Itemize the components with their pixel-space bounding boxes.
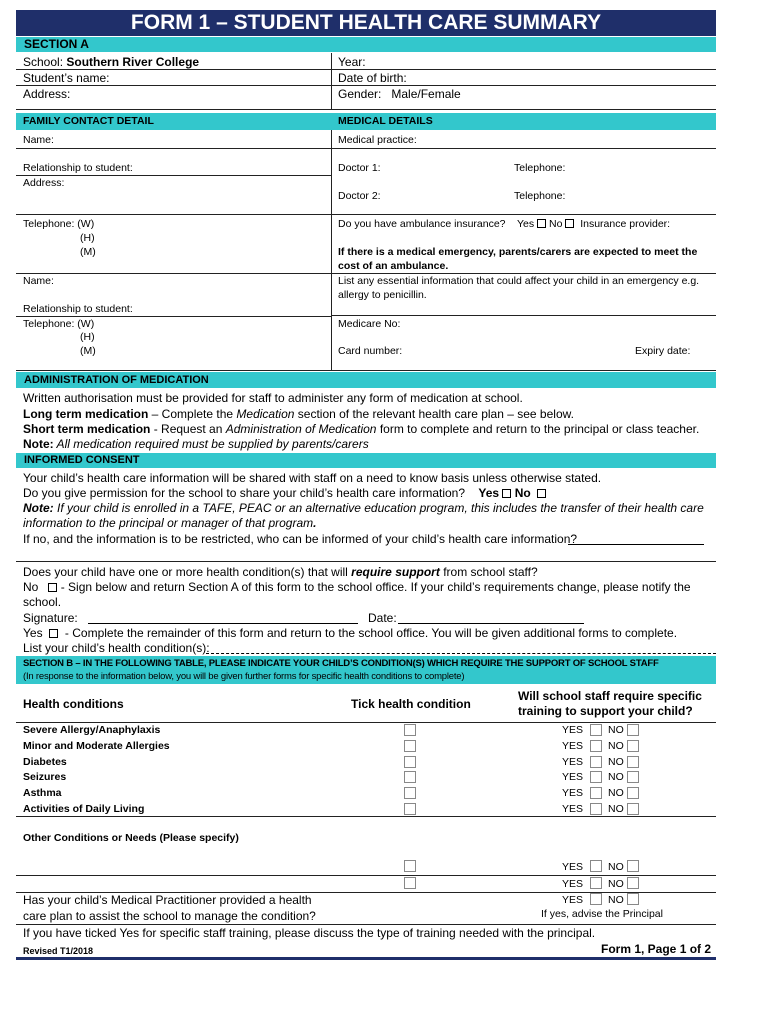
ambulance-no-checkbox[interactable]: [565, 219, 574, 228]
no-option: [23, 580, 691, 594]
condition-yes-label: YES: [562, 740, 584, 752]
yes-option-text: - Complete the remainder of this form and return to the school office. You will be given additional forms to complete.: [61, 626, 678, 640]
doctor-2-field[interactable]: Doctor 2:: [338, 190, 381, 202]
other-yes-label-1: YES: [562, 861, 584, 873]
ambulance-yes-checkbox[interactable]: [537, 219, 546, 228]
col-health-conditions: Health conditions: [23, 697, 124, 711]
other-yes-box-1[interactable]: [590, 860, 602, 872]
page-number: Form 1, Page 1 of 2: [601, 942, 712, 956]
contact-name-2[interactable]: Name:: [23, 275, 54, 287]
doctor-1-telephone[interactable]: Telephone:: [514, 162, 566, 174]
condition-yes-label: YES: [562, 803, 584, 815]
contact-telephone-m-2[interactable]: (M): [80, 345, 96, 357]
consent-note-end: .: [313, 516, 317, 530]
section-b-heading: SECTION B – IN THE FOLLOWING TABLE, PLEASE INDICATE YOUR CHILD’S CONDITION(S) WHICH REQUIRE THE SUPPORT OF SCHOOL STAFF: [23, 658, 659, 669]
condition-tick-box[interactable]: [404, 771, 416, 783]
section-a-heading: SECTION A: [16, 37, 716, 52]
condition-label: Minor and Moderate Allergies: [23, 740, 170, 752]
col-training-line1: Will school staff require specific: [518, 689, 702, 703]
condition-no-box[interactable]: [627, 787, 639, 799]
condition-no-label: NO: [608, 771, 624, 783]
no-option-text: - Sign below and return Section A of this form to the school office. If your child’s requirements change, please notify the: [57, 580, 691, 594]
require-no-checkbox[interactable]: [48, 583, 57, 592]
school-value: Southern River College: [66, 55, 200, 69]
consent-permission: [23, 486, 546, 500]
emergency-note-line2: cost of an ambulance.: [338, 260, 449, 272]
long-term-medication: [23, 407, 574, 421]
restrict-answer-line[interactable]: [568, 544, 704, 545]
contact-telephone-m-1[interactable]: (M): [80, 246, 96, 258]
contact-telephone-h-2[interactable]: (H): [80, 331, 95, 343]
training-note: If you have ticked Yes for specific staff training, please discuss the type of training needed with the principal.: [23, 926, 596, 940]
ambulance-no-label: No: [549, 218, 563, 230]
condition-no-label: NO: [608, 740, 624, 752]
admin-note-label: Note:: [23, 437, 54, 451]
contact-relationship-1[interactable]: Relationship to student:: [23, 162, 133, 174]
other-yes-label-2: YES: [562, 878, 584, 890]
other-no-label-1: NO: [608, 861, 624, 873]
consent-line1: Your child’s health care information will be shared with staff on a need to know basis unless otherwise stated.: [23, 471, 602, 485]
doctor-2-telephone[interactable]: Telephone:: [514, 190, 566, 202]
revised-date: Revised T1/2018: [23, 946, 94, 956]
condition-tick-box[interactable]: [404, 803, 416, 815]
other-no-box-2[interactable]: [627, 877, 639, 889]
condition-yes-box[interactable]: [590, 803, 602, 815]
medicare-field[interactable]: Medicare No:: [338, 318, 401, 330]
practitioner-question-2: care plan to assist the school to manage the condition?: [23, 909, 316, 923]
footer-rule: [16, 957, 716, 960]
require-text-b: from school staff?: [439, 565, 538, 579]
gender-value: Male/Female: [391, 87, 461, 101]
yes-option-label: Yes: [23, 626, 43, 640]
practitioner-question-1: Has your child’s Medical Practitioner provided a health: [23, 893, 312, 907]
conditions-line[interactable]: [206, 653, 716, 654]
address-field[interactable]: Address:: [23, 87, 71, 101]
ambulance-yes-label: Yes: [517, 218, 535, 230]
admin-line1: Written authorisation must be provided for staff to administer any form of medication at school.: [23, 391, 523, 405]
family-contact-heading: FAMILY CONTACT DETAIL: [23, 115, 154, 127]
condition-no-box[interactable]: [627, 756, 639, 768]
condition-no-label: NO: [608, 787, 624, 799]
require-support-question: [23, 565, 538, 579]
form-title: FORM 1 – STUDENT HEALTH CARE SUMMARY: [16, 10, 716, 36]
condition-yes-label: YES: [562, 771, 584, 783]
practitioner-yes-box[interactable]: [590, 893, 602, 905]
medical-practice-field[interactable]: Medical practice:: [338, 134, 417, 146]
administration-heading: ADMINISTRATION OF MEDICATION: [16, 372, 716, 388]
short-term-text-b: form to complete and return to the principal or class teacher.: [376, 422, 700, 436]
practitioner-no-label: NO: [608, 894, 624, 906]
gender-label: Gender:: [338, 87, 382, 101]
require-text-a: Does your child have one or more health condition(s) that will: [23, 565, 352, 579]
condition-label: Activities of Daily Living: [23, 803, 145, 815]
other-no-box-1[interactable]: [627, 860, 639, 872]
contact-telephone-w-2[interactable]: Telephone: (W): [23, 318, 95, 330]
short-term-text-a: - Request an: [150, 422, 226, 436]
signature-line[interactable]: [88, 623, 358, 624]
no-option-label: No: [23, 580, 39, 594]
other-tick-box-2[interactable]: [404, 877, 416, 889]
insurance-provider-label: Insurance provider:: [580, 218, 671, 230]
condition-label: Diabetes: [23, 756, 67, 768]
year-field[interactable]: Year:: [338, 55, 366, 69]
consent-note-2: [23, 516, 317, 530]
no-option-text-2: school.: [23, 595, 62, 609]
consent-note-line2: information to the principal or manager of that program: [23, 516, 314, 530]
list-conditions-label: List your child’s health condition(s):: [23, 641, 210, 655]
consent-note-line1: If your child is enrolled in a TAFE, PEAC or an alternative education program, this includes the transfer of their health care: [53, 501, 704, 515]
condition-label: Seizures: [23, 771, 67, 783]
emergency-note-line1: If there is a medical emergency, parents/carers are expected to meet the: [338, 246, 698, 258]
contact-telephone-w-1[interactable]: Telephone: (W): [23, 218, 95, 230]
yes-option: [23, 626, 677, 640]
consent-restrict: If no, and the information is to be restricted, who can be informed of your child’s health care information?: [23, 532, 578, 546]
contact-address-1[interactable]: Address:: [23, 177, 65, 189]
condition-yes-box[interactable]: [590, 740, 602, 752]
card-number-field[interactable]: Card number:: [338, 345, 403, 357]
doctor-1-field[interactable]: Doctor 1:: [338, 162, 381, 174]
other-tick-box-1[interactable]: [404, 860, 416, 872]
other-no-label-2: NO: [608, 878, 624, 890]
expiry-date-field[interactable]: Expiry date:: [635, 345, 691, 357]
consent-no-label: No: [514, 486, 531, 500]
consent-note: [23, 501, 704, 515]
col-training-line2: training to support your child?: [518, 704, 693, 718]
condition-label: Asthma: [23, 787, 62, 799]
condition-yes-label: YES: [562, 724, 584, 736]
contact-name-1[interactable]: Name:: [23, 134, 54, 146]
col-tick-condition: Tick health condition: [351, 697, 471, 711]
condition-tick-box[interactable]: [404, 724, 416, 736]
practitioner-yes-label: YES: [562, 894, 584, 906]
require-bold: require support: [351, 565, 440, 579]
short-term-italic: Administration of Medication: [225, 422, 377, 436]
condition-no-label: NO: [608, 803, 624, 815]
date-label: Date:: [368, 611, 397, 625]
practitioner-no-box[interactable]: [627, 893, 639, 905]
short-term-medication: [23, 422, 699, 436]
condition-yes-box[interactable]: [590, 724, 602, 736]
condition-yes-box[interactable]: [590, 756, 602, 768]
consent-note-label: Note:: [23, 501, 54, 515]
long-term-label: Long term medication: [23, 407, 149, 421]
contact-relationship-2[interactable]: Relationship to student:: [23, 303, 133, 315]
short-term-label: Short term medication: [23, 422, 151, 436]
condition-label: Severe Allergy/Anaphylaxis: [23, 724, 161, 736]
ambulance-question: [338, 218, 670, 231]
long-term-text-a: – Complete the: [148, 407, 237, 421]
student-name-field[interactable]: Student’s name:: [23, 71, 110, 85]
consent-no-checkbox[interactable]: [537, 489, 546, 498]
condition-no-box[interactable]: [627, 771, 639, 783]
other-conditions-label: Other Conditions or Needs (Please specify): [23, 832, 239, 844]
condition-tick-box[interactable]: [404, 740, 416, 752]
condition-yes-box[interactable]: [590, 771, 602, 783]
dob-field[interactable]: Date of birth:: [338, 71, 407, 85]
admin-note-text: All medication required must be supplied by parents/carers: [53, 437, 369, 451]
long-term-italic: Medication: [236, 407, 295, 421]
school-field[interactable]: [23, 55, 199, 69]
essential-info-line2: allergy to penicillin.: [338, 289, 427, 301]
ambulance-label: Do you have ambulance insurance?: [338, 218, 506, 230]
consent-yes-label: Yes: [478, 486, 500, 500]
signature-label: Signature:: [23, 611, 78, 625]
consent-yes-checkbox[interactable]: [502, 489, 511, 498]
school-label: School:: [23, 55, 64, 69]
medical-details-heading: MEDICAL DETAILS: [338, 115, 433, 127]
condition-no-box[interactable]: [627, 724, 639, 736]
advise-principal: If yes, advise the Principal: [541, 908, 663, 920]
admin-note: [23, 437, 369, 451]
date-line[interactable]: [398, 623, 584, 624]
consent-heading: INFORMED CONSENT: [16, 453, 716, 468]
consent-permission-text: Do you give permission for the school to share your child’s health care information?: [23, 486, 466, 500]
long-term-text-b: section of the relevant health care plan – see below.: [294, 407, 574, 421]
condition-yes-label: YES: [562, 756, 584, 768]
condition-yes-label: YES: [562, 787, 584, 799]
essential-info-line1: List any essential information that could affect your child in an emergency e.g.: [338, 275, 700, 287]
section-b-subheading: (In response to the information below, you will be given further forms for specific health conditions to complete): [23, 671, 465, 682]
condition-no-label: NO: [608, 724, 624, 736]
condition-tick-box[interactable]: [404, 756, 416, 768]
gender-field[interactable]: [338, 87, 461, 101]
require-yes-checkbox[interactable]: [49, 629, 58, 638]
condition-no-label: NO: [608, 756, 624, 768]
other-yes-box-2[interactable]: [590, 877, 602, 889]
condition-tick-box[interactable]: [404, 787, 416, 799]
condition-no-box[interactable]: [627, 740, 639, 752]
condition-yes-box[interactable]: [590, 787, 602, 799]
condition-no-box[interactable]: [627, 803, 639, 815]
contact-telephone-h-1[interactable]: (H): [80, 232, 95, 244]
